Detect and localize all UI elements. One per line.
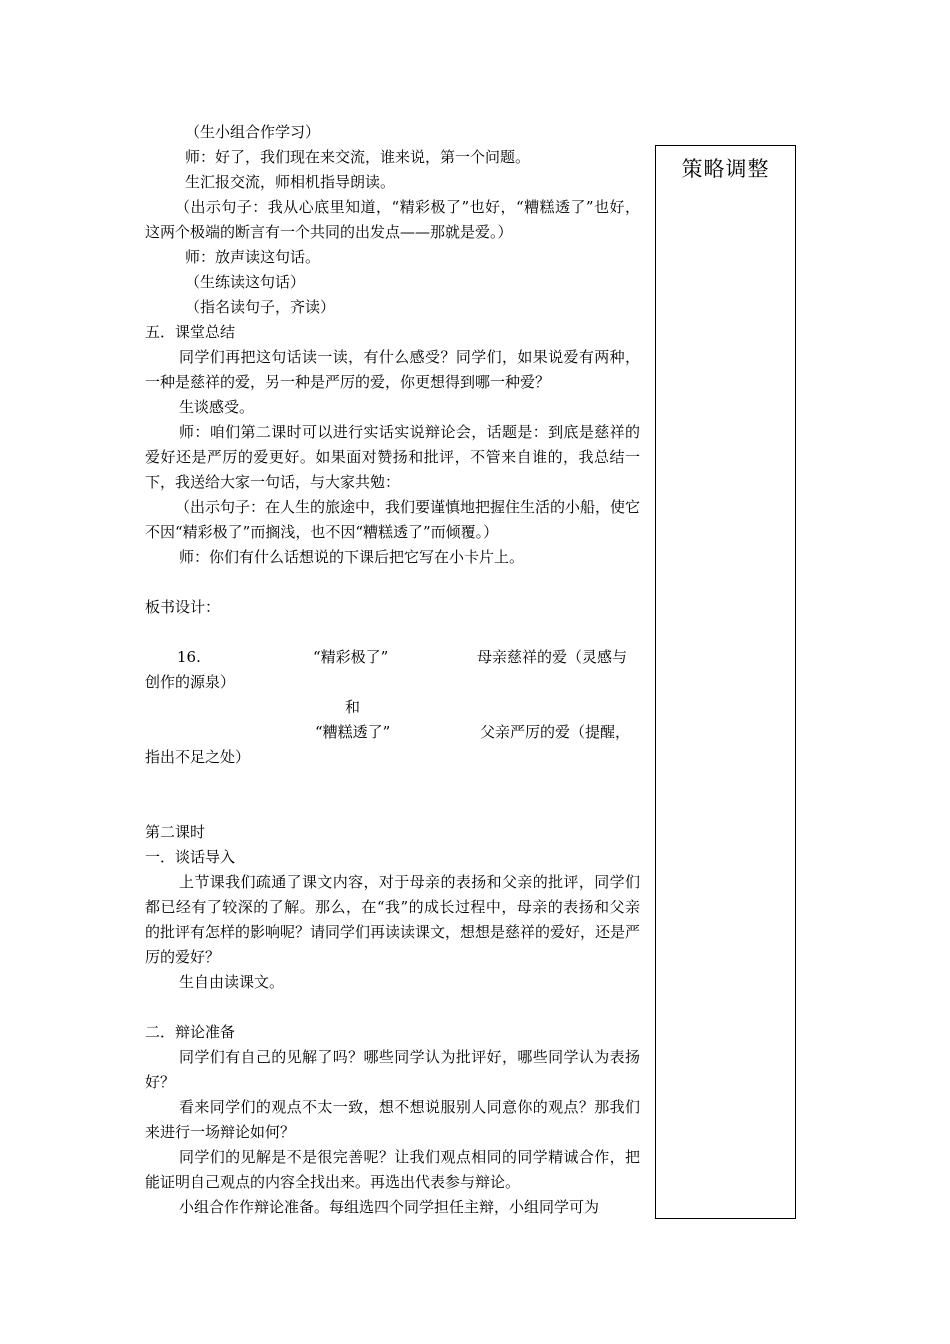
student-free-reading: 生自由读课文。: [179, 973, 285, 991]
teacher-line: 师：好了，我们现在来交流，谁来说，第一个问题。: [185, 148, 531, 166]
note-group-reading: （指名读句子，齐读）: [185, 298, 336, 316]
debate-question: 同学们有自己的见解了吗？哪些同学认为批评好，哪些同学认为表扬好？: [145, 1048, 640, 1091]
board-mother-love: 母亲慈祥的爱（灵感与: [477, 648, 628, 666]
lesson-plan-body: [145, 120, 640, 1220]
board-number: 16.: [177, 648, 201, 666]
board-row-and: [145, 695, 640, 720]
quote-sentence-2: （出示句子：在人生的旅途中，我们要谨慎地把握住生活的小船，使它不因“精彩极了”而搁浅，也不因“糟糕透了”而倾覆。）: [145, 498, 641, 541]
student-feelings: 生谈感受。: [179, 398, 255, 416]
section-heading-debate-prep: 二．辩论准备: [145, 1023, 236, 1041]
quote-sentence-1: （出示句子：我从心底里知道，“精彩极了”也好，“糟糕透了”也好，这两个极端的断言有一个共同的出发点——那就是爱。）: [145, 198, 640, 241]
board-father-love: 父亲严厉的爱（提醒，: [480, 723, 631, 741]
summary-paragraph: 同学们再把这句话读一读，有什么感受？同学们，如果说爱有两种，一种是慈祥的爱，另一种是严厉的爱，你更想得到哪一种爱？: [145, 348, 640, 391]
board-design-heading: 板书设计：: [145, 598, 221, 616]
debate-persuade: 看来同学们的观点不太一致，想不想说服别人同意你的观点？那我们来进行一场辩论如何？: [145, 1098, 640, 1141]
debate-cooperate: 同学们的见解是不是很完善呢？让我们观点相同的同学精诚合作，把能证明自己观点的内容全找出来。再选出代表参与辩论。: [145, 1148, 640, 1191]
teacher-debate-intro: 师：咱们第二课时可以进行实话实说辩论会，话题是：到底是慈祥的爱好还是严厉的爱更好。如果面对赞扬和批评，不管来自谁的，我总结一下，我送给大家一句话，与大家共勉：: [145, 423, 640, 491]
board-father-love-cont: 指出不足之处）: [145, 748, 251, 766]
intro-paragraph: 上节课我们疏通了课文内容，对于母亲的表扬和父亲的批评，同学们都已经有了较深的了解。那么，在“我”的成长过程中，母亲的表扬和父亲的批评有怎样的影响呢？请同学们再读读课文，想想是慈祥的爱好，还是严厉的爱好？: [145, 873, 641, 966]
spacer: [145, 995, 640, 1020]
board-phrase-terrible: “糟糕透了”: [315, 723, 391, 741]
student-report-line: 生汇报交流，师相机指导朗读。: [185, 173, 396, 191]
section-heading-summary: 五．课堂总结: [145, 323, 236, 341]
note-group-study: （生小组合作学习）: [185, 123, 321, 141]
strategy-adjustment-title: 策略调整: [681, 157, 770, 181]
section-heading-intro: 一．谈话导入: [145, 848, 236, 866]
spacer: [145, 570, 640, 595]
spacer: [145, 620, 640, 645]
strategy-adjustment-box: [655, 145, 796, 1219]
second-lesson-title: 第二课时: [145, 823, 206, 841]
note-practice-reading: （生练读这句话）: [185, 273, 306, 291]
board-row-2: [145, 720, 640, 745]
board-phrase-wonderful: “精彩极了”: [313, 648, 389, 666]
debate-group-prep: 小组合作作辩论准备。每组选四个同学担任主辩，小组同学可为: [179, 1198, 600, 1216]
teacher-closing: 师：你们有什么话想说的下课后把它写在小卡片上。: [179, 548, 525, 566]
board-row-1: [145, 645, 640, 670]
spacer: [145, 770, 640, 820]
board-mother-love-cont: 创作的源泉）: [145, 673, 236, 691]
board-and: 和: [345, 698, 361, 716]
teacher-read-aloud: 师：放声读这句话。: [185, 248, 321, 266]
